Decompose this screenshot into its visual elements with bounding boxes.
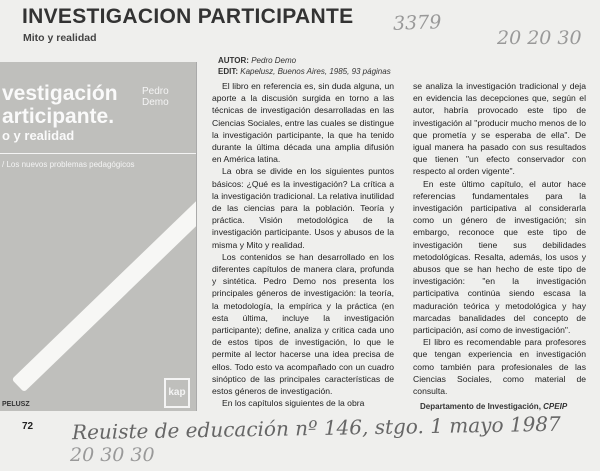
article-subtitle: Mito y realidad	[23, 32, 97, 44]
handwritten-number-bottom: 20 30 30	[70, 444, 155, 466]
credits-edit-row	[218, 66, 391, 77]
paragraph: La obra se divide en los siguientes puntos básicos: ¿Qué es la investigación? La crítica a la investigación tradicional. La relativa inutilidad de las ciencias para la población. Teoría y práctica. Visión metodológica de la investigación participante. Usos y abusos de la misma y Mito y realidad.	[212, 166, 394, 250]
paragraph: En este último capítulo, el autor hace referencias fundamentales para la investigación participativa al considerarla como un género de investigación; sin embargo, reconoce que este tipo de investigación tiene sus debilidades metodológicas. Resalta, además, los usos y abusos que se han hecho de este tipo de investigación: "en la investigación participativa continúa siendo escasa la maduración teórica y metodológica y hay marcadas banalidades del concepto de participación, así como de investigación".	[413, 178, 586, 336]
cover-publisher: PELUSZ	[2, 401, 30, 408]
signature-org: CPEIP	[543, 402, 568, 411]
cover-divider	[0, 153, 196, 154]
signature	[420, 402, 567, 411]
cover-series: / Los nuevos problemas pedagógicos	[2, 160, 135, 169]
publisher-logo-icon: kap	[164, 378, 190, 408]
paragraph: En los capítulos siguientes de la obra	[222, 398, 365, 409]
credits-author-row	[218, 55, 391, 66]
text-column-1	[212, 80, 394, 409]
handwritten-citation: Reuiste de educación nº 146, stgo. 1 mayo 1987	[71, 411, 561, 445]
handwritten-number-top-1: 3379	[392, 11, 442, 35]
cover-title-line-3: o y realidad	[2, 128, 75, 143]
book-cover-image	[0, 62, 197, 411]
signature-department: Departamento de Investigación,	[420, 402, 541, 411]
credits-author-value: Pedro Demo	[251, 56, 297, 65]
handwritten-number-top-2: 20 20 30	[497, 27, 582, 49]
paragraph: El libro en referencia es, sin duda alguna, un aporte a la discusión surgida en torno a las técnicas de investigación desarrolladas en las Ciencias Sociales, entre las cuales se distingue la investigación participante, la que ha tenido durante la última década una amplia difusión en América latina.	[212, 81, 394, 165]
paragraph: se analiza la investigación tradicional y deja en evidencia las decepciones que, según el autor, habría provocado este tipo de investigación al "producir mucho menos de lo que prometía y se esperaba de ella". De igual manera ha pasado con sus resultados que tienen "un efecto conservador con respecto al orden vigente".	[413, 81, 586, 177]
paragraph: El libro es recomendable para profesores que tengan experiencia en investigación como también para profesionales de las Ciencias Sociales, como material de consulta.	[413, 337, 586, 397]
credits-author-label: AUTOR:	[218, 56, 249, 65]
cover-title-line-2: articipante.	[2, 105, 115, 128]
page-number: 72	[22, 421, 34, 432]
cover-author: Pedro Demo	[142, 86, 169, 108]
book-credits	[218, 55, 391, 77]
article-title: INVESTIGACION PARTICIPANTE	[22, 5, 354, 28]
credits-edit-label: EDIT:	[218, 67, 238, 76]
text-column-2	[413, 80, 586, 397]
paragraph: Los contenidos se han desarrollado en los diferentes capítulos de manera clara, profunda y sintética. Pedro Demo nos presenta los principales géneros de investigación: la teoría, la metodología, la empírica y la práctica (en esta última, incluye la investigación participante); define, analiza y critica cada uno de estos tipos de investigación, lo que le permite al lector hacerse una idea precisa de ellos. Todo esto va acompañado con un cuadro sinóptico de las principales características de estos géneros de investigación.	[212, 251, 394, 397]
cover-title-line-1: vestigación	[2, 82, 118, 105]
credits-edit-value: Kapelusz, Buenos Aires, 1985, 93 páginas	[240, 67, 391, 76]
pencil-illustration	[12, 192, 197, 393]
